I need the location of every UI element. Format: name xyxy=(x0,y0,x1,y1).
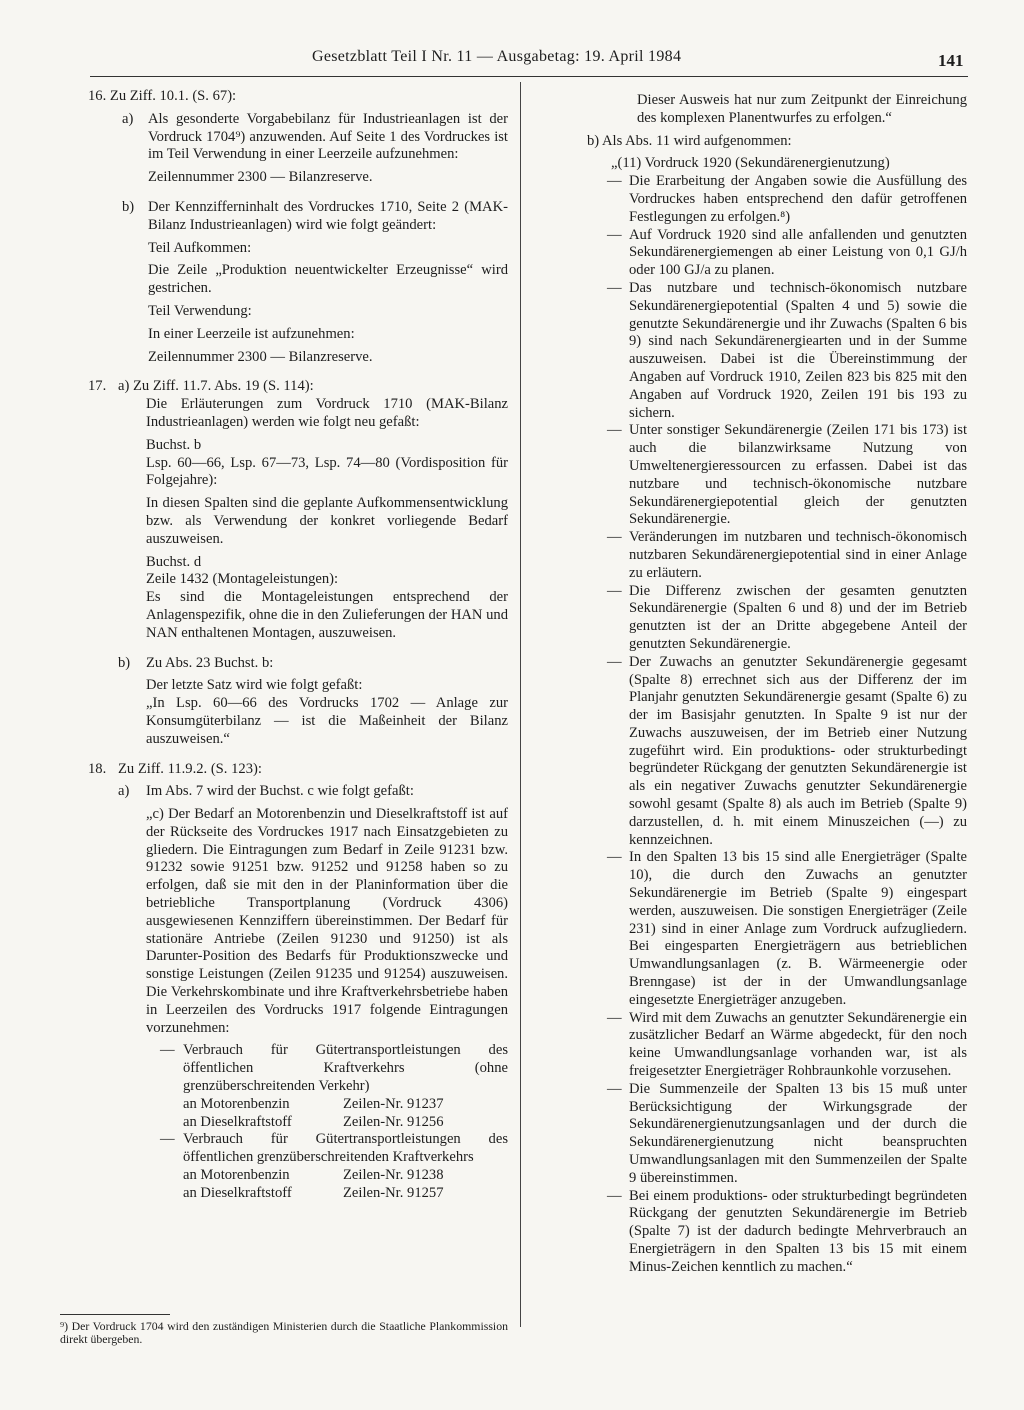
dash-list xyxy=(587,173,967,1276)
paragraph: Teil Aufkommen: xyxy=(148,239,252,256)
list-item xyxy=(88,1131,508,1167)
dash-marker: — xyxy=(607,582,622,599)
item-label: b) xyxy=(122,198,135,215)
subsection-heading: „(11) Vordruck 1920 (Sekundärenergienutzung) xyxy=(611,155,890,172)
item-label: a) xyxy=(122,110,134,127)
table-cell: an Motorenbenzin xyxy=(183,1167,290,1184)
list-item xyxy=(587,173,967,226)
dash-marker: — xyxy=(607,1187,622,1204)
paragraph: In einer Leerzeile ist aufzunehmen: xyxy=(148,325,355,342)
paragraph: Buchst. d xyxy=(146,553,202,570)
paragraph: Die Differenz zwischen der gesamten genutzten Sekundärenergie (Spalten 6 und 8) und der im Betrieb genutzten ist der an Dritte abgegebene Anteil der genutzten Sekundärenergie. xyxy=(629,582,967,652)
paragraph: Der Zuwachs an genutzter Sekundärenergie gegesamt (Spalte 8) errechnet sich aus der Differenz der im Planjahr genutzten Sekundärenergie gesamt (Spalte 6) zu der im Basisjahr genutzten. In Spalte 9 ist nur der Zuwachs auszuweisen, der im Betrieb einer Nutzung zugeführt wird. Ein produktions- oder strukturbedingt begründeter Rückgang der genutzten Sekundärenergie ist als ein negativer Zuwachs genutzter Sekundärenergie sowohl gesamt (Spalte 8) als auch im Betrieb (Spalte 9) darzustellen, d. h. mit einem Minuszeichen (—) zu kennzeichnen. xyxy=(629,653,967,848)
list-item xyxy=(88,1042,508,1095)
paragraph: Zeilennummer 2300 — Bilanzreserve. xyxy=(148,348,373,365)
paragraph: Wird mit dem Zuwachs an genutzter Sekundärenergie ein zusätzlicher Bedarf an Wärme abgedeckt, für den noch keine Umwandlungsanlage vorhanden war, ist als freigesetzter Energieträger Rohbraunkohle vorzusehen. xyxy=(629,1009,967,1080)
paragraph: Verbrauch für Gütertransportleistungen des öffentlichen grenzüberschreitenden Kraftverkehrs xyxy=(183,1131,508,1166)
list-item xyxy=(587,227,967,280)
footnote-rule xyxy=(60,1314,170,1315)
table-row xyxy=(88,1167,508,1185)
list-item xyxy=(587,583,967,654)
section-18a-title: Im Abs. 7 wird der Buchst. c wie folgt gefaßt: xyxy=(146,783,414,800)
paragraph: Das nutzbare und technisch-ökonomisch nutzbare Sekundärenergiepotential (Spalten 4 und 5) sowie die genutzte Sekundärenergie und ihr Zuwachs (Spalten 6 bis 9) sind nach Sekundärenergiearten und in der Summe auszuweisen. Dabei ist die Übereinstimmung der Angaben auf Vordruck 1910, Zeilen 823 bis 825 mit den Angaben auf Vordruck 1920, Zeilen 191 bis 193 zu sichern. xyxy=(629,279,967,421)
table-cell: Zeilen-Nr. 91256 xyxy=(343,1113,444,1130)
footnote: ⁹) Der Vordruck 1704 wird den zuständigen Ministerien durch die Staatliche Plankommission direkt übergeben. xyxy=(60,1319,508,1346)
item-label: a) xyxy=(118,783,130,800)
paragraph: Zeilennummer 2300 — Bilanzreserve. xyxy=(148,169,373,186)
table-cell: Zeilen-Nr. 91237 xyxy=(343,1095,444,1112)
paragraph: In diesen Spalten sind die geplante Aufkommensentwicklung bzw. als Verwendung der konkret vorliegende Bedarf auszuweisen. xyxy=(146,495,508,547)
paragraph: Die Erläuterungen zum Vordruck 1710 (MAK-Bilanz Industrieanlagen) werden wie folgt neu gefaßt: xyxy=(146,396,508,430)
section-18-title: Zu Ziff. 11.9.2. (S. 123): xyxy=(118,760,262,777)
section-18-number: 18. xyxy=(88,760,107,777)
table-cell: an Dieselkraftstoff xyxy=(183,1113,292,1130)
table-cell: an Dieselkraftstoff xyxy=(183,1184,292,1201)
table-row xyxy=(88,1185,508,1203)
paragraph: Unter sonstiger Sekundärenergie (Zeilen 171 bis 173) ist auch die bilanzwirksame Nutzung von Umweltenergieressourcen zu erfassen. Dabei ist das nutzbare und technisch-ökonomische nutzbare Sekundärenergiepotential gleich der genutzten Sekundärenergie. xyxy=(629,422,967,528)
section-17b-title: Zu Abs. 23 Buchst. b: xyxy=(146,654,274,671)
item-label: a) xyxy=(118,378,130,395)
item-label: b) xyxy=(587,132,600,149)
table-row xyxy=(88,1114,508,1132)
paragraph: Die Summenzeile der Spalten 13 bis 15 muß unter Berücksichtigung der Wirkungsgrade der Sekundärenergienutzungsanlagen und der durch die Sekundärenergienutzung nicht beanspruchten Umwandlungsanlagen mit den Summenzeilen der Spalte 9 übereinstimmen. xyxy=(629,1080,967,1186)
paragraph: Es sind die Montageleistungen entsprechend der Anlagenspezifik, ohne die in den Zulieferungen der HAN und NAN enthaltenen Montagen, auszuweisen. xyxy=(146,589,508,641)
list-item xyxy=(587,849,967,1009)
paragraph: „In Lsp. 60—66 des Vordrucks 1702 — Anlage zur Konsumgüterbilanz — ist die Maßeinheit der Bilanz auszuweisen.“ xyxy=(146,695,508,747)
section-16-title: Zu Ziff. 10.1. (S. 67): xyxy=(109,88,237,104)
dash-marker: — xyxy=(607,226,622,243)
page-number: 141 xyxy=(938,51,964,70)
list-item xyxy=(587,1010,967,1081)
dash-marker: — xyxy=(607,653,622,670)
table-cell: Zeilen-Nr. 91238 xyxy=(343,1167,444,1184)
column-divider xyxy=(520,82,521,1327)
dash-marker: — xyxy=(607,529,622,546)
dash-marker: — xyxy=(607,849,622,866)
paragraph: Die Zeile „Produktion neuentwickelter Erzeugnisse“ wird gestrichen. xyxy=(148,262,508,297)
paragraph: Dieser Ausweis hat nur zum Zeitpunkt der Einreichung des komplexen Planentwurfes zu erfolgen.“ xyxy=(637,92,967,126)
section-16-heading xyxy=(88,88,508,106)
paragraph: Teil Verwendung: xyxy=(148,302,252,319)
paragraph: In den Spalten 13 bis 15 sind alle Energieträger (Spalte 10), die durch den Zuwachs an genutzter Sekundärenergie im Betrieb (Spalte 9) eingespart werden, auszuweisen. Die sonstigen Energieträger (Zeile 231) sind in einer Anlage zum Vordruck aufzugliedern. Bei eingesparten Energieträgern aus betrieblichen Umwandlungsanlagen (z. B. Wärmeenergie oder Brenngase) ist der in der Umwandlungsanlage eingesetzte Energieträger anzugeben. xyxy=(629,849,967,1008)
dash-marker: — xyxy=(160,1042,175,1059)
paragraph: Die Erarbeitung der Angaben sowie die Ausfüllung des Vordruckes haben entsprechend den dafür getroffenen Festlegungen zu erfolgen.⁸) xyxy=(629,173,967,225)
section-17b xyxy=(88,655,508,673)
item-label: b) xyxy=(118,654,131,671)
paragraph: Der Kennzifferninhalt des Vordruckes 1710, Seite 2 (MAK-Bilanz Industrieanlagen) wird wie folgt geändert: xyxy=(148,198,508,233)
header-rule xyxy=(90,76,968,77)
table-cell: Zeilen-Nr. 91257 xyxy=(343,1184,444,1201)
paragraph: Verbrauch für Gütertransportleistungen des öffentlichen Kraftverkehrs (ohne grenzüberschreitenden Verkehr) xyxy=(183,1042,508,1095)
paragraph: Zeile 1432 (Montageleistungen): xyxy=(146,571,339,588)
dash-marker: — xyxy=(160,1131,175,1148)
section-16b xyxy=(88,199,508,235)
paragraph: Als gesonderte Vorgabebilanz für Industrieanlagen ist der Vordruck 1704⁹) anzuwenden. Auf Seite 1 des Vordruckes ist im Teil Verwendung in einer Leerzeile aufzunehmen: xyxy=(148,110,508,163)
paragraph: Buchst. b xyxy=(146,436,202,453)
paragraph: Der letzte Satz wird wie folgt gefaßt: xyxy=(146,677,363,694)
paragraph: Veränderungen im nutzbaren und technisch-ökonomisch nutzbaren Sekundärenergiepotential sind in einer Anlage zu erläutern. xyxy=(629,529,967,581)
table-row xyxy=(88,1096,508,1114)
list-item xyxy=(587,422,967,529)
section-17-number: 17. xyxy=(88,378,107,395)
list-item xyxy=(587,280,967,422)
dash-marker: — xyxy=(607,1080,622,1097)
list-item xyxy=(587,654,967,850)
section-b xyxy=(587,133,967,151)
table-cell: an Motorenbenzin xyxy=(183,1095,290,1112)
dash-marker: — xyxy=(607,422,622,439)
paragraph: Bei einem produktions- oder strukturbedingt begründeten Rückgang der genutzten Sekundärenergie im Betrieb (Spalte 7) ist der dadurch bedingte Mehrverbrauch an Energieträgern in den Spalten 13 bis 15 mit einem Minus-Zeichen kenntlich zu machen.“ xyxy=(629,1187,967,1275)
running-header: Gesetzblatt Teil I Nr. 11 — Ausgabetag: 19. April 1984 xyxy=(312,48,682,65)
section-18a xyxy=(88,783,508,801)
section-17-heading xyxy=(88,378,508,396)
section-16-number: 16. xyxy=(88,88,107,104)
list-item xyxy=(587,1081,967,1188)
right-column xyxy=(587,92,967,1277)
left-column xyxy=(88,88,508,1203)
paragraph: „c) Der Bedarf an Motorenbenzin und Dieselkraftstoff ist auf der Rückseite des Vordruckes 1917 nach Einsatzgebieten zu gliedern. Die Eintragungen zum Bedarf in Zeile 91231 bzw. 91232 sowie 91251 bzw. 91252 und 91258 haben so zu erfolgen, daß sie mit den in der Planinformation über die betriebliche Transportplanung (Vordruck 4306) ausgewiesenen Kennziffern übereinstimmen. Der Bedarf für stationäre Antriebe (Zeilen 91230 und 91250) ist als Darunter-Position des Bedarfs für Produktionszwecke und sonstige Leistungen (Zeilen 91235 und 91254) auszuweisen. Die Verkehrskombinate und ihre Kraftverkehrsbetriebe haben in Leerzeilen des Vordrucks 1917 folgende Eintragungen vorzunehmen: xyxy=(146,806,508,1036)
list-item xyxy=(587,1188,967,1277)
section-b-title: Als Abs. 11 wird aufgenommen: xyxy=(602,132,792,149)
dash-marker: — xyxy=(607,1009,622,1026)
paragraph: Auf Vordruck 1920 sind alle anfallenden und genutzten Sekundärenergiemengen ab einer Leistung von 0,1 GJ/h oder 100 GJ/a zu planen. xyxy=(629,226,967,279)
paragraph: Lsp. 60—66, Lsp. 67—73, Lsp. 74—80 (Vordisposition für Folgejahre): xyxy=(146,454,508,489)
section-17a-title: Zu Ziff. 11.7. Abs. 19 (S. 114): xyxy=(133,378,314,395)
dash-marker: — xyxy=(607,279,622,296)
dash-marker: — xyxy=(607,173,622,190)
list-item xyxy=(587,529,967,582)
section-16a xyxy=(88,111,508,164)
section-18-heading xyxy=(88,761,508,779)
